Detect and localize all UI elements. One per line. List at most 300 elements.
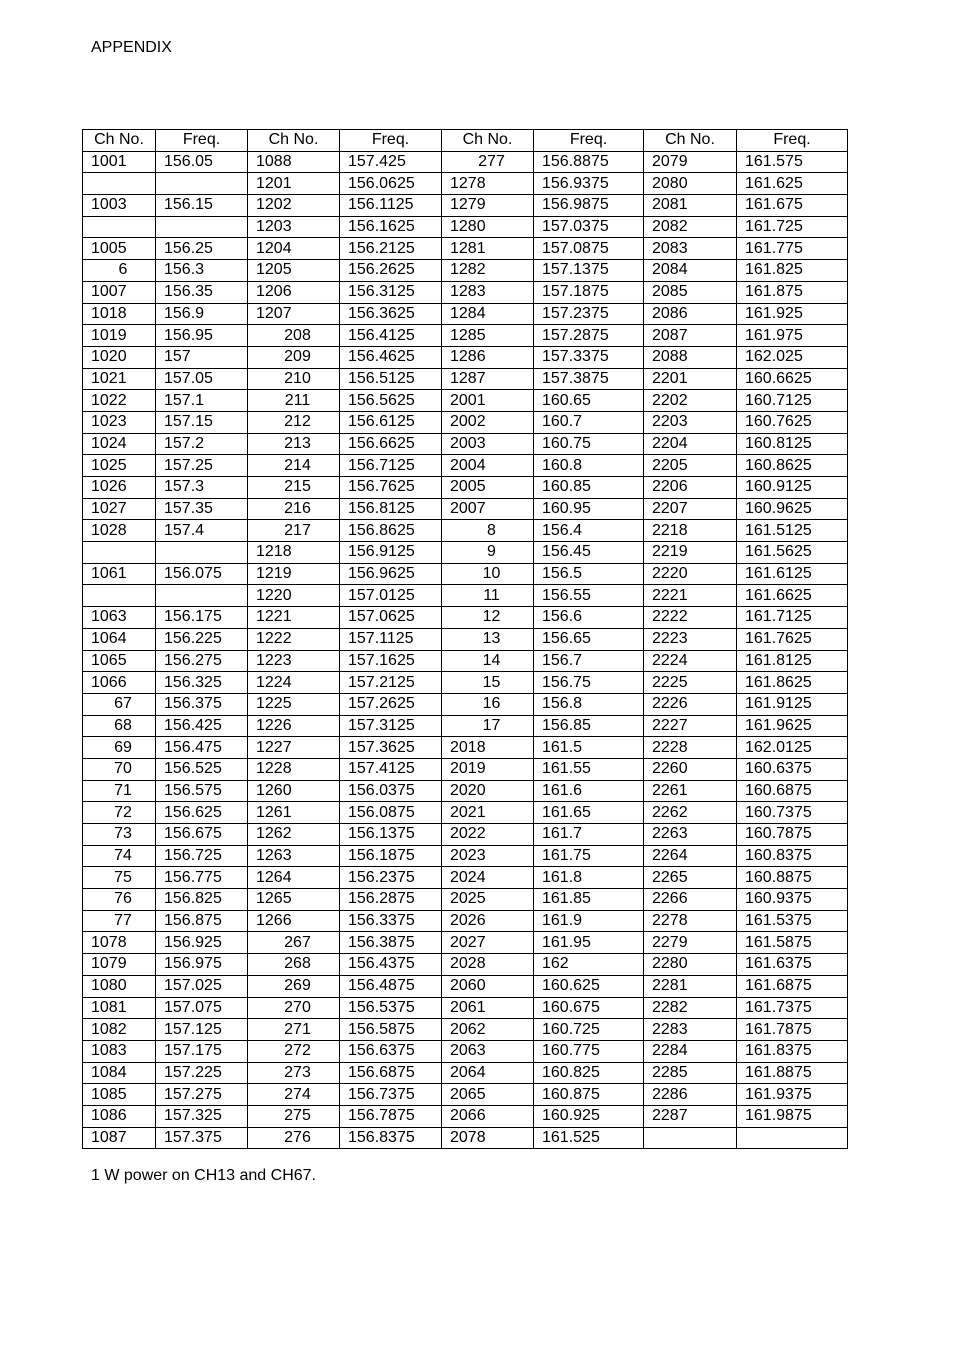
frequency-cell: 161.9875 bbox=[737, 1105, 848, 1127]
table-row bbox=[83, 889, 848, 911]
channel-number-cell: 2026 bbox=[442, 910, 534, 932]
channel-number-cell: 1261 bbox=[248, 802, 340, 824]
frequency-cell: 157.425 bbox=[340, 151, 442, 173]
channel-number-cell: 208 bbox=[248, 325, 340, 347]
frequency-cell: 161.775 bbox=[737, 238, 848, 260]
frequency-cell: 156.925 bbox=[156, 932, 248, 954]
frequency-cell: 156.1625 bbox=[340, 216, 442, 238]
frequency-cell: 161.5625 bbox=[737, 542, 848, 564]
frequency-cell: 160.6625 bbox=[737, 368, 848, 390]
table-row bbox=[83, 758, 848, 780]
frequency-cell: 161.925 bbox=[737, 303, 848, 325]
frequency-cell: 161.7875 bbox=[737, 1019, 848, 1041]
frequency-cell: 156.825 bbox=[156, 889, 248, 911]
channel-number-cell: 10 bbox=[442, 563, 534, 585]
frequency-cell: 160.9125 bbox=[737, 477, 848, 499]
frequency-cell: 161.6625 bbox=[737, 585, 848, 607]
channel-number-cell: 8 bbox=[442, 520, 534, 542]
header-frequency: Freq. bbox=[534, 130, 644, 152]
frequency-cell: 160.8125 bbox=[737, 433, 848, 455]
channel-number-cell: 1066 bbox=[83, 672, 156, 694]
channel-number-cell: 209 bbox=[248, 346, 340, 368]
frequency-cell: 156.2125 bbox=[340, 238, 442, 260]
frequency-cell: 156.625 bbox=[156, 802, 248, 824]
table-row bbox=[83, 433, 848, 455]
channel-number-cell: 2264 bbox=[644, 845, 737, 867]
frequency-cell: 157.3625 bbox=[340, 737, 442, 759]
channel-number-cell: 1224 bbox=[248, 672, 340, 694]
frequency-cell: 156.4125 bbox=[340, 325, 442, 347]
table-row bbox=[83, 845, 848, 867]
frequency-cell: 160.725 bbox=[534, 1019, 644, 1041]
channel-number-cell: 2220 bbox=[644, 563, 737, 585]
channel-number-cell: 9 bbox=[442, 542, 534, 564]
table-row bbox=[83, 1062, 848, 1084]
channel-number-cell: 2279 bbox=[644, 932, 737, 954]
frequency-cell: 157.0875 bbox=[534, 238, 644, 260]
table-row bbox=[83, 607, 848, 629]
table-row bbox=[83, 1019, 848, 1041]
frequency-cell: 161.575 bbox=[737, 151, 848, 173]
channel-number-cell: 74 bbox=[83, 845, 156, 867]
channel-number-cell: 2061 bbox=[442, 997, 534, 1019]
frequency-cell: 160.875 bbox=[534, 1084, 644, 1106]
channel-number-cell: 2082 bbox=[644, 216, 737, 238]
channel-number-cell: 1201 bbox=[248, 173, 340, 195]
channel-number-cell: 2287 bbox=[644, 1105, 737, 1127]
channel-number-cell: 1086 bbox=[83, 1105, 156, 1127]
frequency-cell: 157.2625 bbox=[340, 693, 442, 715]
frequency-cell: 156.775 bbox=[156, 867, 248, 889]
frequency-cell: 156.8 bbox=[534, 693, 644, 715]
channel-number-cell: 14 bbox=[442, 650, 534, 672]
channel-number-cell: 2081 bbox=[644, 195, 737, 217]
channel-number-cell: 1278 bbox=[442, 173, 534, 195]
channel-number-cell: 72 bbox=[83, 802, 156, 824]
frequency-cell: 156.175 bbox=[156, 607, 248, 629]
table-row bbox=[83, 455, 848, 477]
channel-number-cell: 1018 bbox=[83, 303, 156, 325]
frequency-cell: 156.3375 bbox=[340, 910, 442, 932]
channel-number-cell: 267 bbox=[248, 932, 340, 954]
channel-number-cell: 1207 bbox=[248, 303, 340, 325]
channel-number-cell: 73 bbox=[83, 824, 156, 846]
channel-number-cell: 11 bbox=[442, 585, 534, 607]
frequency-cell: 162.0125 bbox=[737, 737, 848, 759]
channel-number-cell: 2007 bbox=[442, 498, 534, 520]
frequency-cell: 157.1125 bbox=[340, 628, 442, 650]
channel-number-cell: 2226 bbox=[644, 693, 737, 715]
frequency-cell: 161.7625 bbox=[737, 628, 848, 650]
table-row bbox=[83, 693, 848, 715]
table-row bbox=[83, 260, 848, 282]
frequency-cell: 161.8125 bbox=[737, 650, 848, 672]
channel-number-cell: 2263 bbox=[644, 824, 737, 846]
frequency-cell: 156.3125 bbox=[340, 281, 442, 303]
table-header-row bbox=[83, 130, 848, 152]
channel-number-cell: 2219 bbox=[644, 542, 737, 564]
channel-number-cell: 2261 bbox=[644, 780, 737, 802]
channel-number-cell: 2278 bbox=[644, 910, 737, 932]
channel-number-cell: 273 bbox=[248, 1062, 340, 1084]
frequency-cell: 156.1125 bbox=[340, 195, 442, 217]
frequency-cell: 156.475 bbox=[156, 737, 248, 759]
table-row bbox=[83, 628, 848, 650]
frequency-cell: 161.825 bbox=[737, 260, 848, 282]
channel-number-cell: 1081 bbox=[83, 997, 156, 1019]
frequency-cell bbox=[156, 216, 248, 238]
header-frequency: Freq. bbox=[340, 130, 442, 152]
channel-number-cell: 2027 bbox=[442, 932, 534, 954]
frequency-cell: 161.95 bbox=[534, 932, 644, 954]
frequency-cell: 161.5375 bbox=[737, 910, 848, 932]
channel-number-cell: 2063 bbox=[442, 1040, 534, 1062]
channel-number-cell: 1003 bbox=[83, 195, 156, 217]
channel-number-cell: 215 bbox=[248, 477, 340, 499]
frequency-cell: 157.3125 bbox=[340, 715, 442, 737]
frequency-cell: 156.8375 bbox=[340, 1127, 442, 1149]
channel-number-cell bbox=[83, 585, 156, 607]
table-row bbox=[83, 585, 848, 607]
channel-number-cell: 1079 bbox=[83, 954, 156, 976]
frequency-cell: 156.8125 bbox=[340, 498, 442, 520]
frequency-cell: 156.5375 bbox=[340, 997, 442, 1019]
frequency-cell: 160.8875 bbox=[737, 867, 848, 889]
frequency-cell: 161.975 bbox=[737, 325, 848, 347]
frequency-cell: 156.2875 bbox=[340, 889, 442, 911]
channel-number-cell: 2223 bbox=[644, 628, 737, 650]
frequency-cell: 157.2 bbox=[156, 433, 248, 455]
channel-number-cell: 276 bbox=[248, 1127, 340, 1149]
frequency-cell bbox=[156, 173, 248, 195]
channel-number-cell: 2203 bbox=[644, 411, 737, 433]
frequency-cell: 160.625 bbox=[534, 975, 644, 997]
channel-number-cell: 2285 bbox=[644, 1062, 737, 1084]
frequency-cell: 156.6 bbox=[534, 607, 644, 629]
channel-number-cell: 2060 bbox=[442, 975, 534, 997]
frequency-cell: 156.7875 bbox=[340, 1105, 442, 1127]
frequency-cell: 157.1 bbox=[156, 390, 248, 412]
frequency-cell: 156.2375 bbox=[340, 867, 442, 889]
frequency-cell: 157.325 bbox=[156, 1105, 248, 1127]
frequency-cell: 161.7125 bbox=[737, 607, 848, 629]
channel-number-cell: 2023 bbox=[442, 845, 534, 867]
table-row bbox=[83, 975, 848, 997]
channel-number-cell: 2262 bbox=[644, 802, 737, 824]
channel-number-cell: 1028 bbox=[83, 520, 156, 542]
channel-number-cell: 2222 bbox=[644, 607, 737, 629]
channel-number-cell: 1025 bbox=[83, 455, 156, 477]
channel-number-cell: 1263 bbox=[248, 845, 340, 867]
channel-number-cell: 2086 bbox=[644, 303, 737, 325]
frequency-cell: 156.425 bbox=[156, 715, 248, 737]
frequency-cell: 162 bbox=[534, 954, 644, 976]
frequency-cell: 156.0625 bbox=[340, 173, 442, 195]
table-row bbox=[83, 325, 848, 347]
frequency-cell: 160.8375 bbox=[737, 845, 848, 867]
frequency-cell: 156.3 bbox=[156, 260, 248, 282]
channel-number-cell: 270 bbox=[248, 997, 340, 1019]
frequency-cell: 156.1375 bbox=[340, 824, 442, 846]
frequency-cell: 156.3875 bbox=[340, 932, 442, 954]
channel-number-cell: 2224 bbox=[644, 650, 737, 672]
frequency-cell: 157.05 bbox=[156, 368, 248, 390]
channel-number-cell: 2087 bbox=[644, 325, 737, 347]
channel-number-cell: 1220 bbox=[248, 585, 340, 607]
channel-number-cell: 76 bbox=[83, 889, 156, 911]
frequency-cell: 160.8625 bbox=[737, 455, 848, 477]
frequency-cell: 156.8875 bbox=[534, 151, 644, 173]
frequency-cell: 156.6875 bbox=[340, 1062, 442, 1084]
channel-number-cell: 1007 bbox=[83, 281, 156, 303]
frequency-cell: 156.7625 bbox=[340, 477, 442, 499]
channel-number-cell: 1065 bbox=[83, 650, 156, 672]
channel-number-cell: 1205 bbox=[248, 260, 340, 282]
frequency-cell: 157.4125 bbox=[340, 758, 442, 780]
frequency-cell: 157.3375 bbox=[534, 346, 644, 368]
frequency-cell: 156.35 bbox=[156, 281, 248, 303]
channel-number-cell: 2028 bbox=[442, 954, 534, 976]
frequency-cell: 161.6125 bbox=[737, 563, 848, 585]
table-row bbox=[83, 715, 848, 737]
frequency-cell: 157.025 bbox=[156, 975, 248, 997]
channel-number-cell: 1219 bbox=[248, 563, 340, 585]
channel-number-cell: 275 bbox=[248, 1105, 340, 1127]
channel-number-cell: 2003 bbox=[442, 433, 534, 455]
frequency-cell: 157 bbox=[156, 346, 248, 368]
channel-number-cell: 1262 bbox=[248, 824, 340, 846]
channel-number-cell: 1026 bbox=[83, 477, 156, 499]
table-row bbox=[83, 346, 848, 368]
table-body bbox=[83, 151, 848, 1149]
frequency-cell: 157.0375 bbox=[534, 216, 644, 238]
frequency-cell: 157.225 bbox=[156, 1062, 248, 1084]
frequency-cell: 157.2875 bbox=[534, 325, 644, 347]
channel-number-cell bbox=[83, 173, 156, 195]
frequency-cell: 160.7625 bbox=[737, 411, 848, 433]
frequency-cell: 161.625 bbox=[737, 173, 848, 195]
frequency-cell: 161.7 bbox=[534, 824, 644, 846]
channel-number-cell: 2228 bbox=[644, 737, 737, 759]
channel-number-cell: 2001 bbox=[442, 390, 534, 412]
frequency-cell: 156.6125 bbox=[340, 411, 442, 433]
channel-number-cell: 2260 bbox=[644, 758, 737, 780]
channel-number-cell: 1027 bbox=[83, 498, 156, 520]
channel-number-cell: 1078 bbox=[83, 932, 156, 954]
channel-number-cell: 2204 bbox=[644, 433, 737, 455]
channel-number-cell: 1022 bbox=[83, 390, 156, 412]
frequency-cell: 161.9125 bbox=[737, 693, 848, 715]
channel-number-cell: 1282 bbox=[442, 260, 534, 282]
channel-number-cell: 2079 bbox=[644, 151, 737, 173]
channel-number-cell: 217 bbox=[248, 520, 340, 542]
channel-number-cell: 1001 bbox=[83, 151, 156, 173]
channel-number-cell: 1019 bbox=[83, 325, 156, 347]
frequency-cell: 161.9 bbox=[534, 910, 644, 932]
frequency-cell: 161.9375 bbox=[737, 1084, 848, 1106]
channel-number-cell: 272 bbox=[248, 1040, 340, 1062]
header-channel-no: Ch No. bbox=[442, 130, 534, 152]
channel-number-cell: 77 bbox=[83, 910, 156, 932]
channel-number-cell: 2066 bbox=[442, 1105, 534, 1127]
channel-number-cell: 212 bbox=[248, 411, 340, 433]
frequency-cell: 156.9 bbox=[156, 303, 248, 325]
frequency-cell: 156.7375 bbox=[340, 1084, 442, 1106]
channel-number-cell: 1023 bbox=[83, 411, 156, 433]
table-row bbox=[83, 542, 848, 564]
frequency-cell: 156.85 bbox=[534, 715, 644, 737]
channel-number-cell: 68 bbox=[83, 715, 156, 737]
channel-number-cell: 2085 bbox=[644, 281, 737, 303]
header-channel-no: Ch No. bbox=[248, 130, 340, 152]
frequency-cell: 156.4875 bbox=[340, 975, 442, 997]
frequency-cell: 157.35 bbox=[156, 498, 248, 520]
channel-number-cell: 1223 bbox=[248, 650, 340, 672]
frequency-cell: 160.95 bbox=[534, 498, 644, 520]
channel-number-cell: 2080 bbox=[644, 173, 737, 195]
channel-number-cell: 1083 bbox=[83, 1040, 156, 1062]
channel-number-cell: 2225 bbox=[644, 672, 737, 694]
channel-number-cell: 13 bbox=[442, 628, 534, 650]
frequency-cell: 161.5 bbox=[534, 737, 644, 759]
channel-number-cell: 6 bbox=[83, 260, 156, 282]
channel-frequency-table bbox=[82, 129, 848, 1149]
frequency-cell: 161.525 bbox=[534, 1127, 644, 1149]
frequency-cell: 160.9625 bbox=[737, 498, 848, 520]
frequency-cell bbox=[156, 542, 248, 564]
channel-number-cell: 2021 bbox=[442, 802, 534, 824]
frequency-cell bbox=[737, 1127, 848, 1149]
channel-number-cell: 274 bbox=[248, 1084, 340, 1106]
frequency-cell: 160.9375 bbox=[737, 889, 848, 911]
channel-number-cell: 2207 bbox=[644, 498, 737, 520]
channel-number-cell: 1283 bbox=[442, 281, 534, 303]
frequency-cell: 156.8625 bbox=[340, 520, 442, 542]
channel-number-cell: 2280 bbox=[644, 954, 737, 976]
channel-number-cell: 213 bbox=[248, 433, 340, 455]
frequency-cell: 161.5875 bbox=[737, 932, 848, 954]
channel-number-cell: 16 bbox=[442, 693, 534, 715]
table-row bbox=[83, 672, 848, 694]
table-row bbox=[83, 1105, 848, 1127]
table-row bbox=[83, 238, 848, 260]
frequency-cell: 157.25 bbox=[156, 455, 248, 477]
table-row bbox=[83, 477, 848, 499]
channel-number-cell: 1218 bbox=[248, 542, 340, 564]
frequency-cell: 160.7375 bbox=[737, 802, 848, 824]
table-row bbox=[83, 520, 848, 542]
header-frequency: Freq. bbox=[156, 130, 248, 152]
channel-number-cell: 1063 bbox=[83, 607, 156, 629]
frequency-cell: 157.0125 bbox=[340, 585, 442, 607]
channel-number-cell: 1225 bbox=[248, 693, 340, 715]
frequency-cell: 161.8375 bbox=[737, 1040, 848, 1062]
table-row bbox=[83, 411, 848, 433]
frequency-cell: 156.9125 bbox=[340, 542, 442, 564]
frequency-cell: 161.875 bbox=[737, 281, 848, 303]
frequency-cell: 156.5 bbox=[534, 563, 644, 585]
frequency-cell: 161.8625 bbox=[737, 672, 848, 694]
channel-number-cell: 2088 bbox=[644, 346, 737, 368]
channel-number-cell: 1061 bbox=[83, 563, 156, 585]
table-row bbox=[83, 151, 848, 173]
frequency-cell: 156.1875 bbox=[340, 845, 442, 867]
frequency-cell: 156.275 bbox=[156, 650, 248, 672]
channel-number-cell: 75 bbox=[83, 867, 156, 889]
channel-number-cell: 2065 bbox=[442, 1084, 534, 1106]
frequency-cell: 156.875 bbox=[156, 910, 248, 932]
table-row bbox=[83, 390, 848, 412]
channel-number-cell bbox=[83, 216, 156, 238]
frequency-cell: 157.075 bbox=[156, 997, 248, 1019]
channel-number-cell: 2201 bbox=[644, 368, 737, 390]
channel-number-cell: 1287 bbox=[442, 368, 534, 390]
channel-number-cell: 2218 bbox=[644, 520, 737, 542]
frequency-cell: 156.15 bbox=[156, 195, 248, 217]
frequency-cell: 156.4375 bbox=[340, 954, 442, 976]
frequency-cell: 160.65 bbox=[534, 390, 644, 412]
table-row bbox=[83, 867, 848, 889]
frequency-cell: 156.45 bbox=[534, 542, 644, 564]
table-row bbox=[83, 650, 848, 672]
channel-number-cell: 1082 bbox=[83, 1019, 156, 1041]
channel-number-cell: 214 bbox=[248, 455, 340, 477]
channel-number-cell: 2084 bbox=[644, 260, 737, 282]
channel-number-cell: 2064 bbox=[442, 1062, 534, 1084]
channel-number-cell: 2283 bbox=[644, 1019, 737, 1041]
table-row bbox=[83, 173, 848, 195]
frequency-cell: 160.7 bbox=[534, 411, 644, 433]
frequency-cell: 160.7875 bbox=[737, 824, 848, 846]
frequency-cell: 157.2125 bbox=[340, 672, 442, 694]
frequency-cell: 161.6875 bbox=[737, 975, 848, 997]
frequency-cell: 157.0625 bbox=[340, 607, 442, 629]
channel-number-cell: 1085 bbox=[83, 1084, 156, 1106]
frequency-cell: 160.8 bbox=[534, 455, 644, 477]
channel-number-cell: 211 bbox=[248, 390, 340, 412]
channel-number-cell: 2024 bbox=[442, 867, 534, 889]
frequency-cell: 157.1875 bbox=[534, 281, 644, 303]
frequency-cell: 161.9625 bbox=[737, 715, 848, 737]
channel-number-cell: 67 bbox=[83, 693, 156, 715]
table-row bbox=[83, 802, 848, 824]
frequency-cell: 160.675 bbox=[534, 997, 644, 1019]
frequency-cell: 156.5875 bbox=[340, 1019, 442, 1041]
table-row bbox=[83, 997, 848, 1019]
table-row bbox=[83, 780, 848, 802]
frequency-cell: 157.4 bbox=[156, 520, 248, 542]
frequency-cell: 156.25 bbox=[156, 238, 248, 260]
channel-number-cell: 1080 bbox=[83, 975, 156, 997]
frequency-cell: 156.5625 bbox=[340, 390, 442, 412]
frequency-cell: 157.3 bbox=[156, 477, 248, 499]
frequency-cell: 156.6625 bbox=[340, 433, 442, 455]
channel-number-cell: 269 bbox=[248, 975, 340, 997]
table-row bbox=[83, 1040, 848, 1062]
channel-number-cell: 1264 bbox=[248, 867, 340, 889]
frequency-cell: 160.85 bbox=[534, 477, 644, 499]
channel-number-cell: 1280 bbox=[442, 216, 534, 238]
channel-number-cell: 2281 bbox=[644, 975, 737, 997]
frequency-cell: 156.75 bbox=[534, 672, 644, 694]
channel-number-cell: 1227 bbox=[248, 737, 340, 759]
channel-number-cell: 2265 bbox=[644, 867, 737, 889]
footnote: 1 W power on CH13 and CH67. bbox=[91, 1167, 316, 1184]
header-channel-no: Ch No. bbox=[83, 130, 156, 152]
frequency-cell: 161.8875 bbox=[737, 1062, 848, 1084]
channel-number-cell: 1020 bbox=[83, 346, 156, 368]
frequency-cell: 156.325 bbox=[156, 672, 248, 694]
